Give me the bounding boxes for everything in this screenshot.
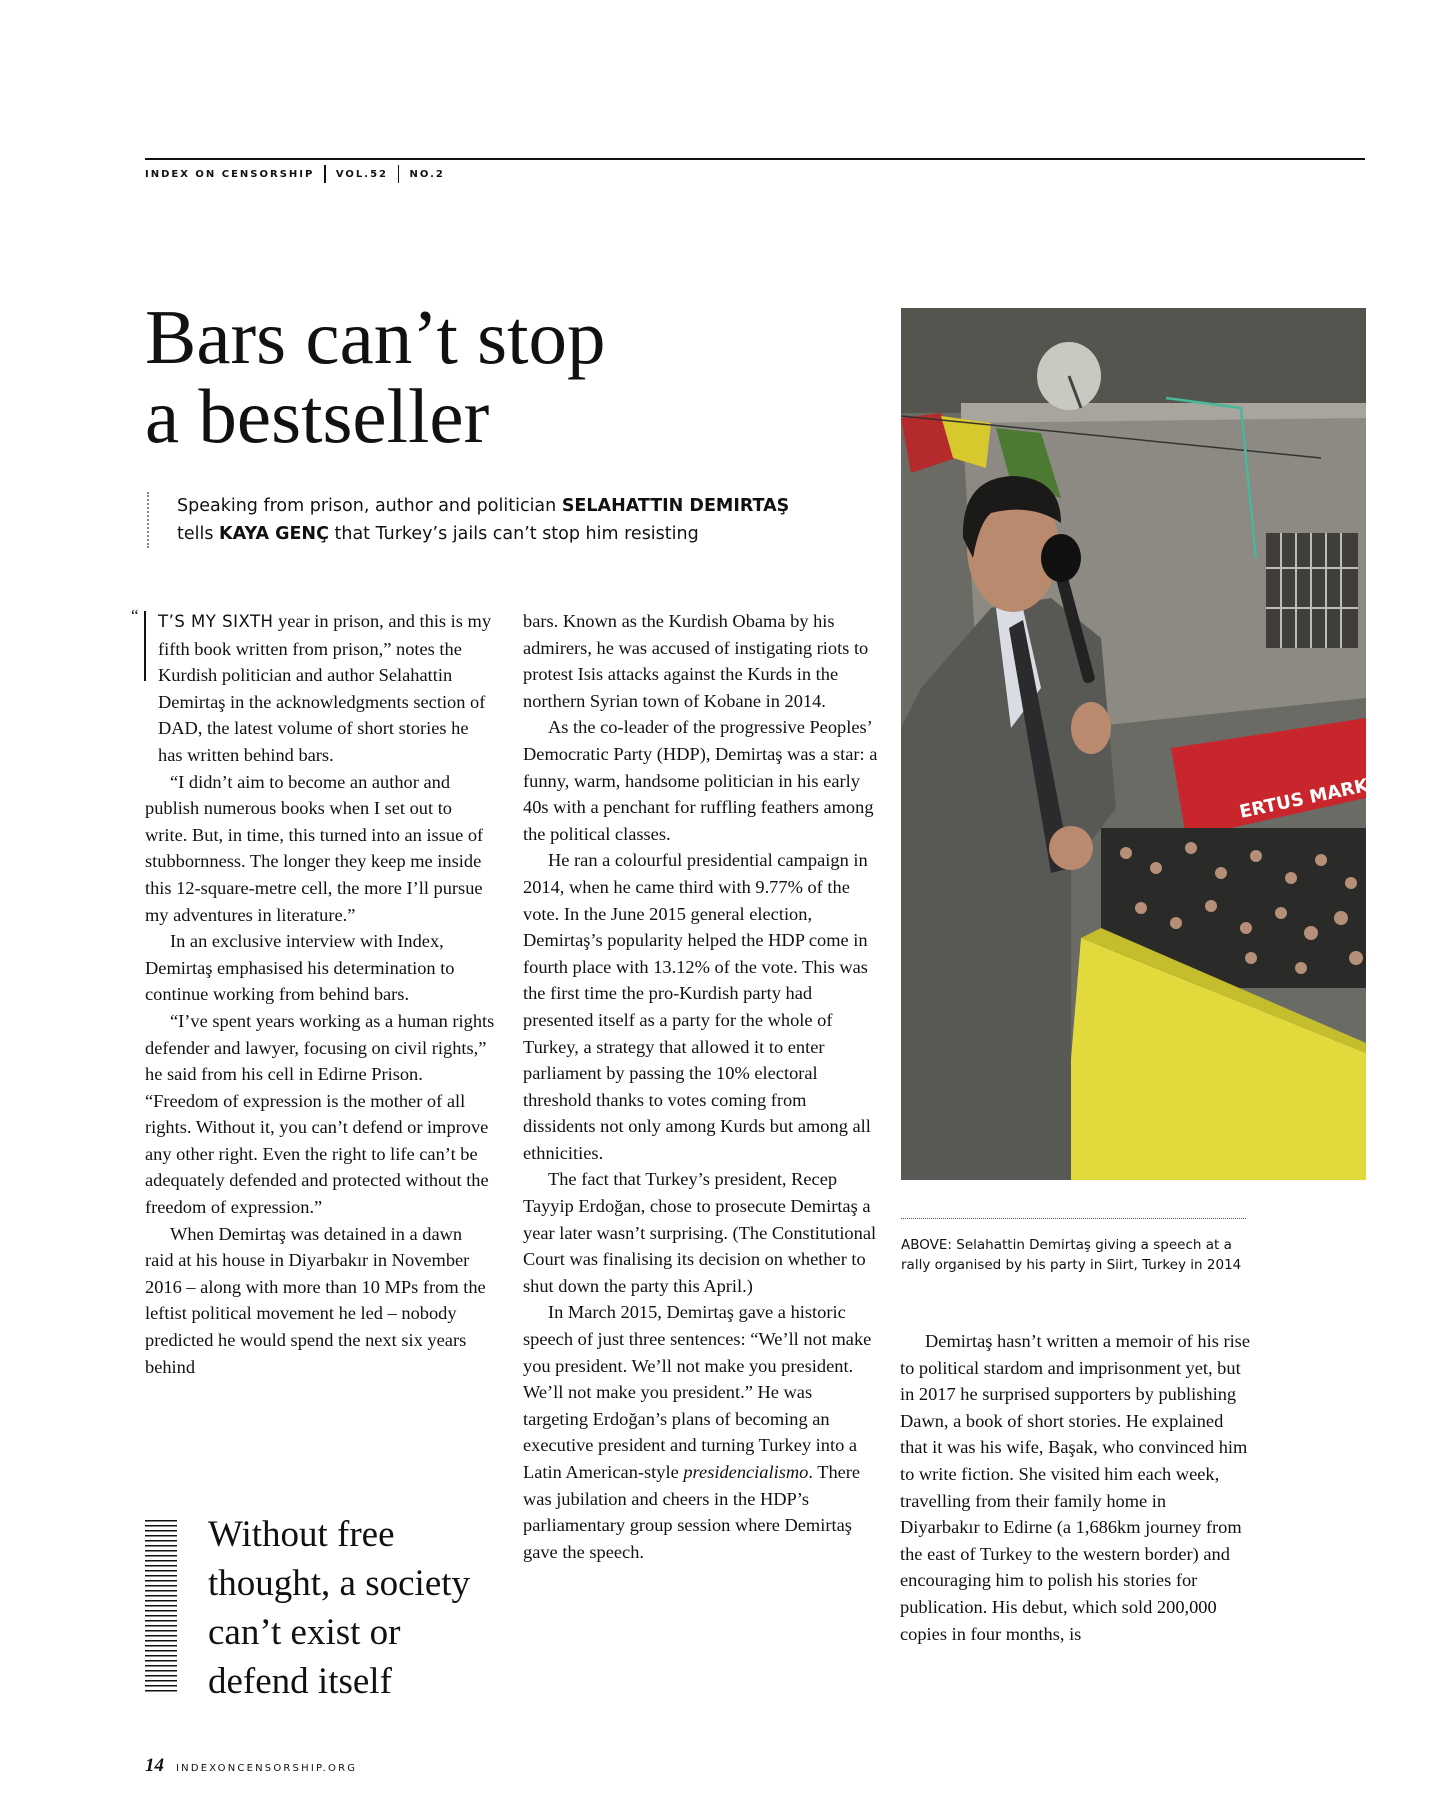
pull-quote: Without free thought, a society can’t exist or defend itself [208, 1514, 471, 1702]
author-name: KAYA GENÇ [219, 524, 329, 544]
paragraph [145, 608, 495, 769]
italic-term: presidencialismo [683, 1462, 809, 1482]
upper-wall [901, 308, 1366, 413]
running-head-separator [324, 165, 326, 183]
paragraph-text: year in prison, and this is my fifth book written from prison,” notes the Kurdish politician and author Selahattin Demirtaş in the acknowledgments section of DAD, the latest volume of short stories he has written behind bars. [158, 611, 492, 765]
paragraph: As the co-leader of the progressive Peoples’ Democratic Party (HDP), Demirtaş was a star: a funny, warm, handsome politician in his early 40s with a penchant for ruffling feathers among the political classes. [523, 717, 878, 844]
running-head-separator [398, 165, 400, 183]
page-footer [145, 1755, 357, 1777]
caption-rule [901, 1218, 1246, 1219]
standfirst [147, 492, 877, 548]
paragraph-text: . There was jubilation and cheers in the HDP’s parliamentary group session where Demirtaş gave the speech. [523, 1462, 861, 1562]
paragraph: The fact that Turkey’s president, Recep Tayyip Erdoğan, chose to prosecute Demirtaş a year later wasn’t surprising. (The Constitutional Court was finalising its decision on whether to shut down the party this April.) [523, 1169, 877, 1296]
article-column-1 [145, 608, 495, 1380]
standfirst-text: Speaking from prison, author and politician [177, 496, 562, 516]
paragraph-text: In March 2015, Demirtaş gave a historic speech of just three sentences: “We’ll not make you president. We’ll not make you president. We’ll not make you president.” He was targeting Erdoğan’s plans of becoming an executive president and turning Turkey into a Latin American-style [523, 1302, 872, 1482]
shop-sign: ERTUS MARKET [1237, 769, 1395, 823]
photo-illustration [901, 308, 1395, 1180]
issue-number: NO.2 [409, 168, 445, 180]
speaker-hand [1049, 826, 1093, 870]
volume-label: VOL.52 [335, 168, 388, 180]
article-column-2 [523, 608, 878, 1565]
drop-cap-quote: “ [131, 606, 139, 625]
standfirst-text: that Turkey’s jails can’t stop him resisting [328, 524, 699, 544]
paragraph: “I didn’t aim to become an author and publish numerous books when I set out to write. But, in time, this turned into an issue of stubbornness. The longer they keep me inside this 12-square-metre cell, the more I’ll pursue my adventures in literature.” [145, 771, 484, 925]
header-rule [145, 158, 1365, 160]
headline-line-2: a bestseller [145, 373, 490, 459]
paragraph: He ran a colourful presidential campaign in 2014, when he came third with 9.77% of the vote. In the June 2015 general election, Demirtaş’s popularity helped the HDP come in fourth place with 13.12% of the vote. This was the first time the pro-Kurdish party had presented itself as a party for the whole of Turkey, a strategy that allowed it to enter parliament by passing the 10% electoral threshold thanks to votes coming from dissidents not only among Kurds but among all ethnicities. [523, 850, 871, 1163]
headline-line-1: Bars can’t stop [145, 294, 606, 380]
paragraph: Demirtaş hasn’t written a memoir of his rise to political stardom and imprisonment yet, but in 2017 he surprised supporters by publishing Dawn, a book of short stories. He explained that it was his wife, Başak, who convinced him to write fiction. She visited him each week, travelling from their family home in Diyarbakır to Edirne (a 1,686km journey from the east of Turkey to the western border) and encouraging him to polish his stories for publication. His debut, which sold 200,000 copies in four months, is [900, 1331, 1250, 1644]
article-photo [901, 308, 1395, 1180]
paragraph: “I’ve spent years working as a human rights defender and lawyer, focusing on civil rights,” he said from his cell in Edirne Prison. “Freedom of expression is the mother of all rights. Without it, you can’t defend or improve any other right. Even the right to life can’t be adequately defended and protected without the freedom of expression.” [145, 1010, 495, 1218]
photo-caption: ABOVE: Selahattin Demirtaş giving a speech at a rally organised by his party in Siirt, Turkey in 2014 [901, 1237, 1242, 1273]
speaker-hand-mic [1071, 702, 1111, 754]
footer-url: INDEXONCENSORSHIP.ORG [176, 1763, 358, 1774]
running-head [145, 164, 445, 184]
paragraph: In an exclusive interview with Index, Demirtaş emphasised his determination to continue working from behind bars. [145, 931, 455, 1005]
subject-name: SELAHATTIN DEMIRTAŞ [561, 496, 790, 516]
publication-name: INDEX ON CENSORSHIP [145, 168, 315, 180]
pullquote-rule [145, 1520, 177, 1692]
article-headline [145, 294, 785, 459]
paragraph: bars. Known as the Kurdish Obama by his admirers, he was accused of instigating riots to protest Isis attacks against the Kurds in the northern Syrian town of Kobane in 2014. [523, 611, 869, 711]
paragraph [523, 1299, 878, 1565]
article-column-3 [900, 1328, 1250, 1647]
microphone-head [1041, 534, 1081, 582]
page-number: 14 [145, 1755, 164, 1776]
paragraph: When Demirtaş was detained in a dawn raid at his house in Diyarbakır in November 2016 – along with more than 10 MPs from the leftist political movement he led – nobody predicted he would spend the next six years behind [145, 1223, 486, 1377]
lead-in: T’S MY SIXTH [158, 612, 274, 631]
standfirst-text: tells [177, 524, 220, 544]
